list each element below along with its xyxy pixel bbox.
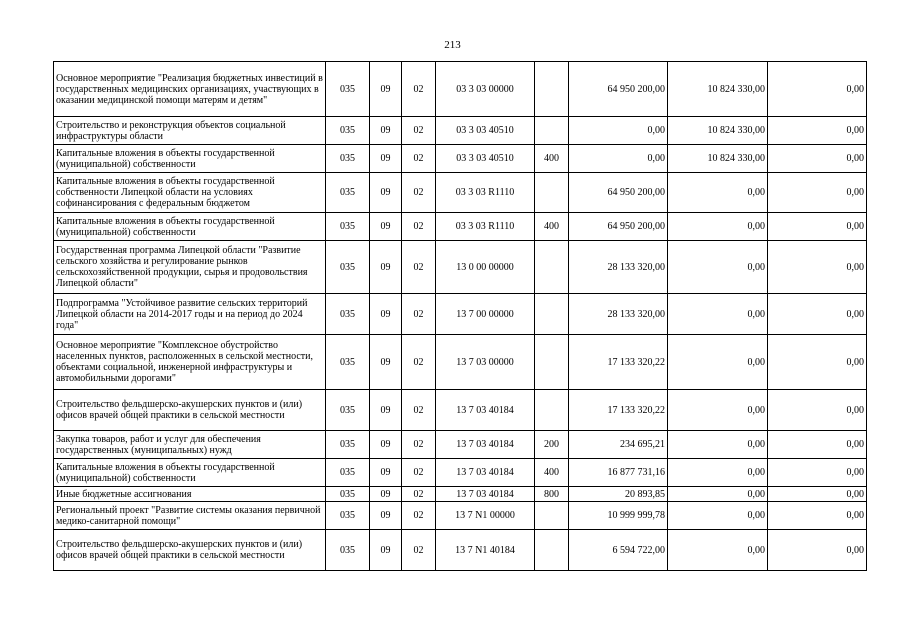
section-code: 09: [370, 390, 402, 431]
amount-3: 0,00: [768, 335, 867, 390]
table-row: [54, 62, 867, 117]
expense-kind: [535, 173, 569, 213]
target-article: 13 7 N1 00000: [436, 502, 535, 530]
amount-2: 0,00: [668, 487, 768, 502]
target-article: 13 7 03 40184: [436, 431, 535, 459]
subsection-code: 02: [402, 390, 436, 431]
subsection-code: 02: [402, 62, 436, 117]
table-row: [54, 487, 867, 502]
amount-3: 0,00: [768, 390, 867, 431]
expense-kind: 400: [535, 145, 569, 173]
section-code: 09: [370, 241, 402, 294]
amount-1: 0,00: [569, 145, 668, 173]
section-code: 09: [370, 459, 402, 487]
expense-kind: [535, 502, 569, 530]
budget-table-body: [54, 62, 867, 571]
target-article: 13 7 03 40184: [436, 390, 535, 431]
subsection-code: 02: [402, 241, 436, 294]
amount-2: 10 824 330,00: [668, 62, 768, 117]
amount-1: 16 877 731,16: [569, 459, 668, 487]
target-article: 03 3 03 00000: [436, 62, 535, 117]
budget-table: [53, 61, 867, 571]
section-code: 09: [370, 431, 402, 459]
amount-1: 64 950 200,00: [569, 173, 668, 213]
expense-kind: [535, 294, 569, 335]
amount-2: 0,00: [668, 335, 768, 390]
section-code: 09: [370, 62, 402, 117]
table-row: [54, 213, 867, 241]
section-code: 09: [370, 145, 402, 173]
table-row: [54, 241, 867, 294]
table-row: [54, 173, 867, 213]
section-code: 09: [370, 487, 402, 502]
admin-code: 035: [326, 335, 370, 390]
target-article: 13 7 03 40184: [436, 487, 535, 502]
amount-3: 0,00: [768, 530, 867, 571]
amount-1: 20 893,85: [569, 487, 668, 502]
row-name: Строительство фельдшерско-акушерских пунктов и (или) офисов врачей общей практики в сельской местности: [54, 530, 326, 571]
admin-code: 035: [326, 502, 370, 530]
row-name: Иные бюджетные ассигнования: [54, 487, 326, 502]
admin-code: 035: [326, 294, 370, 335]
row-name: Основное мероприятие "Комплексное обустройство населенных пунктов, расположенных в сельской местности, объектами социальной, инженерной инфраструктуры и автомобильными дорогами": [54, 335, 326, 390]
subsection-code: 02: [402, 487, 436, 502]
section-code: 09: [370, 117, 402, 145]
amount-1: 28 133 320,00: [569, 294, 668, 335]
row-name: Закупка товаров, работ и услуг для обеспечения государственных (муниципальных) нужд: [54, 431, 326, 459]
amount-3: 0,00: [768, 62, 867, 117]
row-name: Основное мероприятие "Реализация бюджетных инвестиций в государственных медицинских организациях, участвующих в оказании медицинской помощи матерям и детям": [54, 62, 326, 117]
amount-3: 0,00: [768, 502, 867, 530]
admin-code: 035: [326, 487, 370, 502]
expense-kind: [535, 335, 569, 390]
admin-code: 035: [326, 431, 370, 459]
amount-2: 0,00: [668, 502, 768, 530]
amount-2: 10 824 330,00: [668, 117, 768, 145]
section-code: 09: [370, 213, 402, 241]
page-number: 213: [444, 39, 461, 51]
amount-2: 0,00: [668, 173, 768, 213]
amount-1: 234 695,21: [569, 431, 668, 459]
target-article: 13 7 N1 40184: [436, 530, 535, 571]
row-name: Капитальные вложения в объекты государственной собственности Липецкой области на условиях софинансирования с федеральным бюджетом: [54, 173, 326, 213]
amount-2: 0,00: [668, 431, 768, 459]
amount-2: 10 824 330,00: [668, 145, 768, 173]
amount-1: 0,00: [569, 117, 668, 145]
subsection-code: 02: [402, 117, 436, 145]
admin-code: 035: [326, 173, 370, 213]
amount-2: 0,00: [668, 213, 768, 241]
section-code: 09: [370, 530, 402, 571]
target-article: 03 3 03 40510: [436, 117, 535, 145]
admin-code: 035: [326, 117, 370, 145]
row-name: Строительство фельдшерско-акушерских пунктов и (или) офисов врачей общей практики в сельской местности: [54, 390, 326, 431]
subsection-code: 02: [402, 530, 436, 571]
amount-1: 6 594 722,00: [569, 530, 668, 571]
expense-kind: [535, 117, 569, 145]
subsection-code: 02: [402, 335, 436, 390]
target-article: 03 3 03 R1110: [436, 213, 535, 241]
table-row: [54, 431, 867, 459]
subsection-code: 02: [402, 502, 436, 530]
amount-2: 0,00: [668, 241, 768, 294]
target-article: 03 3 03 R1110: [436, 173, 535, 213]
row-name: Строительство и реконструкция объектов социальной инфраструктуры области: [54, 117, 326, 145]
expense-kind: 200: [535, 431, 569, 459]
table-row: [54, 390, 867, 431]
amount-1: 10 999 999,78: [569, 502, 668, 530]
row-name: Подпрограмма "Устойчивое развитие сельских территорий Липецкой области на 2014-2017 годы и на период до 2024 года": [54, 294, 326, 335]
subsection-code: 02: [402, 213, 436, 241]
section-code: 09: [370, 335, 402, 390]
subsection-code: 02: [402, 294, 436, 335]
target-article: 13 7 00 00000: [436, 294, 535, 335]
target-article: 13 0 00 00000: [436, 241, 535, 294]
expense-kind: [535, 241, 569, 294]
amount-2: 0,00: [668, 390, 768, 431]
admin-code: 035: [326, 62, 370, 117]
admin-code: 035: [326, 530, 370, 571]
expense-kind: [535, 530, 569, 571]
amount-1: 17 133 320,22: [569, 335, 668, 390]
table-row: [54, 294, 867, 335]
amount-3: 0,00: [768, 459, 867, 487]
amount-2: 0,00: [668, 530, 768, 571]
admin-code: 035: [326, 145, 370, 173]
table-row: [54, 117, 867, 145]
expense-kind: 400: [535, 459, 569, 487]
row-name: Капитальные вложения в объекты государственной (муниципальной) собственности: [54, 459, 326, 487]
section-code: 09: [370, 173, 402, 213]
amount-2: 0,00: [668, 459, 768, 487]
row-name: Капитальные вложения в объекты государственной (муниципальной) собственности: [54, 145, 326, 173]
subsection-code: 02: [402, 145, 436, 173]
row-name: Государственная программа Липецкой области "Развитие сельского хозяйства и регулирование рынков сельскохозяйственной продукции, сырья и продовольствия Липецкой области": [54, 241, 326, 294]
amount-1: 17 133 320,22: [569, 390, 668, 431]
amount-3: 0,00: [768, 173, 867, 213]
target-article: 13 7 03 40184: [436, 459, 535, 487]
expense-kind: 400: [535, 213, 569, 241]
admin-code: 035: [326, 213, 370, 241]
amount-3: 0,00: [768, 213, 867, 241]
section-code: 09: [370, 294, 402, 335]
expense-kind: [535, 62, 569, 117]
amount-3: 0,00: [768, 431, 867, 459]
subsection-code: 02: [402, 459, 436, 487]
row-name: Капитальные вложения в объекты государственной (муниципальной) собственности: [54, 213, 326, 241]
expense-kind: 800: [535, 487, 569, 502]
admin-code: 035: [326, 241, 370, 294]
amount-3: 0,00: [768, 145, 867, 173]
section-code: 09: [370, 502, 402, 530]
amount-2: 0,00: [668, 294, 768, 335]
row-name: Региональный проект "Развитие системы оказания первичной медико-санитарной помощи": [54, 502, 326, 530]
amount-3: 0,00: [768, 294, 867, 335]
amount-3: 0,00: [768, 487, 867, 502]
amount-1: 64 950 200,00: [569, 62, 668, 117]
subsection-code: 02: [402, 173, 436, 213]
subsection-code: 02: [402, 431, 436, 459]
admin-code: 035: [326, 390, 370, 431]
table-row: [54, 502, 867, 530]
amount-3: 0,00: [768, 117, 867, 145]
amount-1: 28 133 320,00: [569, 241, 668, 294]
target-article: 13 7 03 00000: [436, 335, 535, 390]
expense-kind: [535, 390, 569, 431]
table-row: [54, 530, 867, 571]
amount-1: 64 950 200,00: [569, 213, 668, 241]
table-row: [54, 459, 867, 487]
table-row: [54, 335, 867, 390]
target-article: 03 3 03 40510: [436, 145, 535, 173]
amount-3: 0,00: [768, 241, 867, 294]
admin-code: 035: [326, 459, 370, 487]
table-row: [54, 145, 867, 173]
